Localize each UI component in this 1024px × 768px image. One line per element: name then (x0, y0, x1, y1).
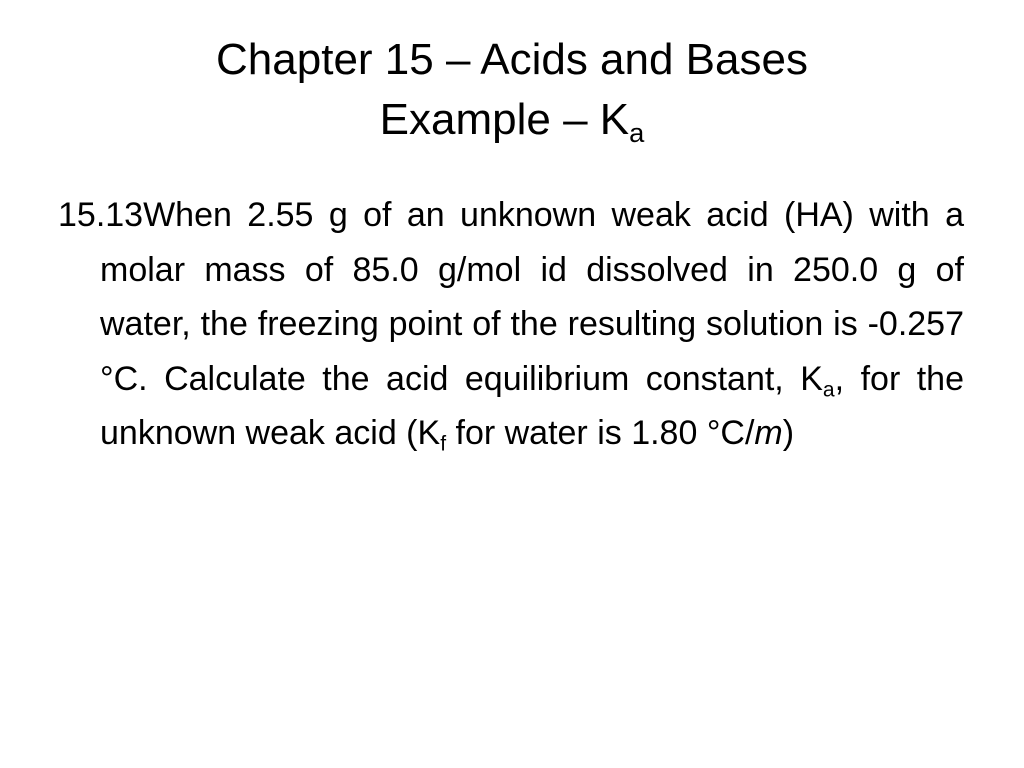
molality-unit: m (754, 414, 783, 452)
title-ka-subscript: a (629, 117, 645, 149)
kf-subscript: f (440, 432, 447, 456)
title-line-2 (0, 90, 1024, 150)
problem-text-part4: ) (782, 414, 795, 452)
problem-number: 15.13 (58, 196, 144, 234)
problem-text (58, 188, 964, 461)
title-line-1: Chapter 15 – Acids and Bases (216, 35, 808, 84)
ka-subscript: a (822, 377, 835, 401)
slide-title (0, 30, 1024, 150)
title-line-2-text: Example – K (379, 95, 630, 144)
problem-text-part2: , for the unknown weak acid (K (100, 359, 965, 452)
problem-text-part3: for water is 1.80 °C/ (446, 414, 755, 452)
problem-text-part1: When 2.55 g of an unknown weak acid (HA) with a molar mass of 85.0 g/mol id dissolved in 250.0 g of water, the freezing point of the resulting solution is -0.257 °C. Calculate the acid equilibrium constant, K (100, 196, 964, 398)
